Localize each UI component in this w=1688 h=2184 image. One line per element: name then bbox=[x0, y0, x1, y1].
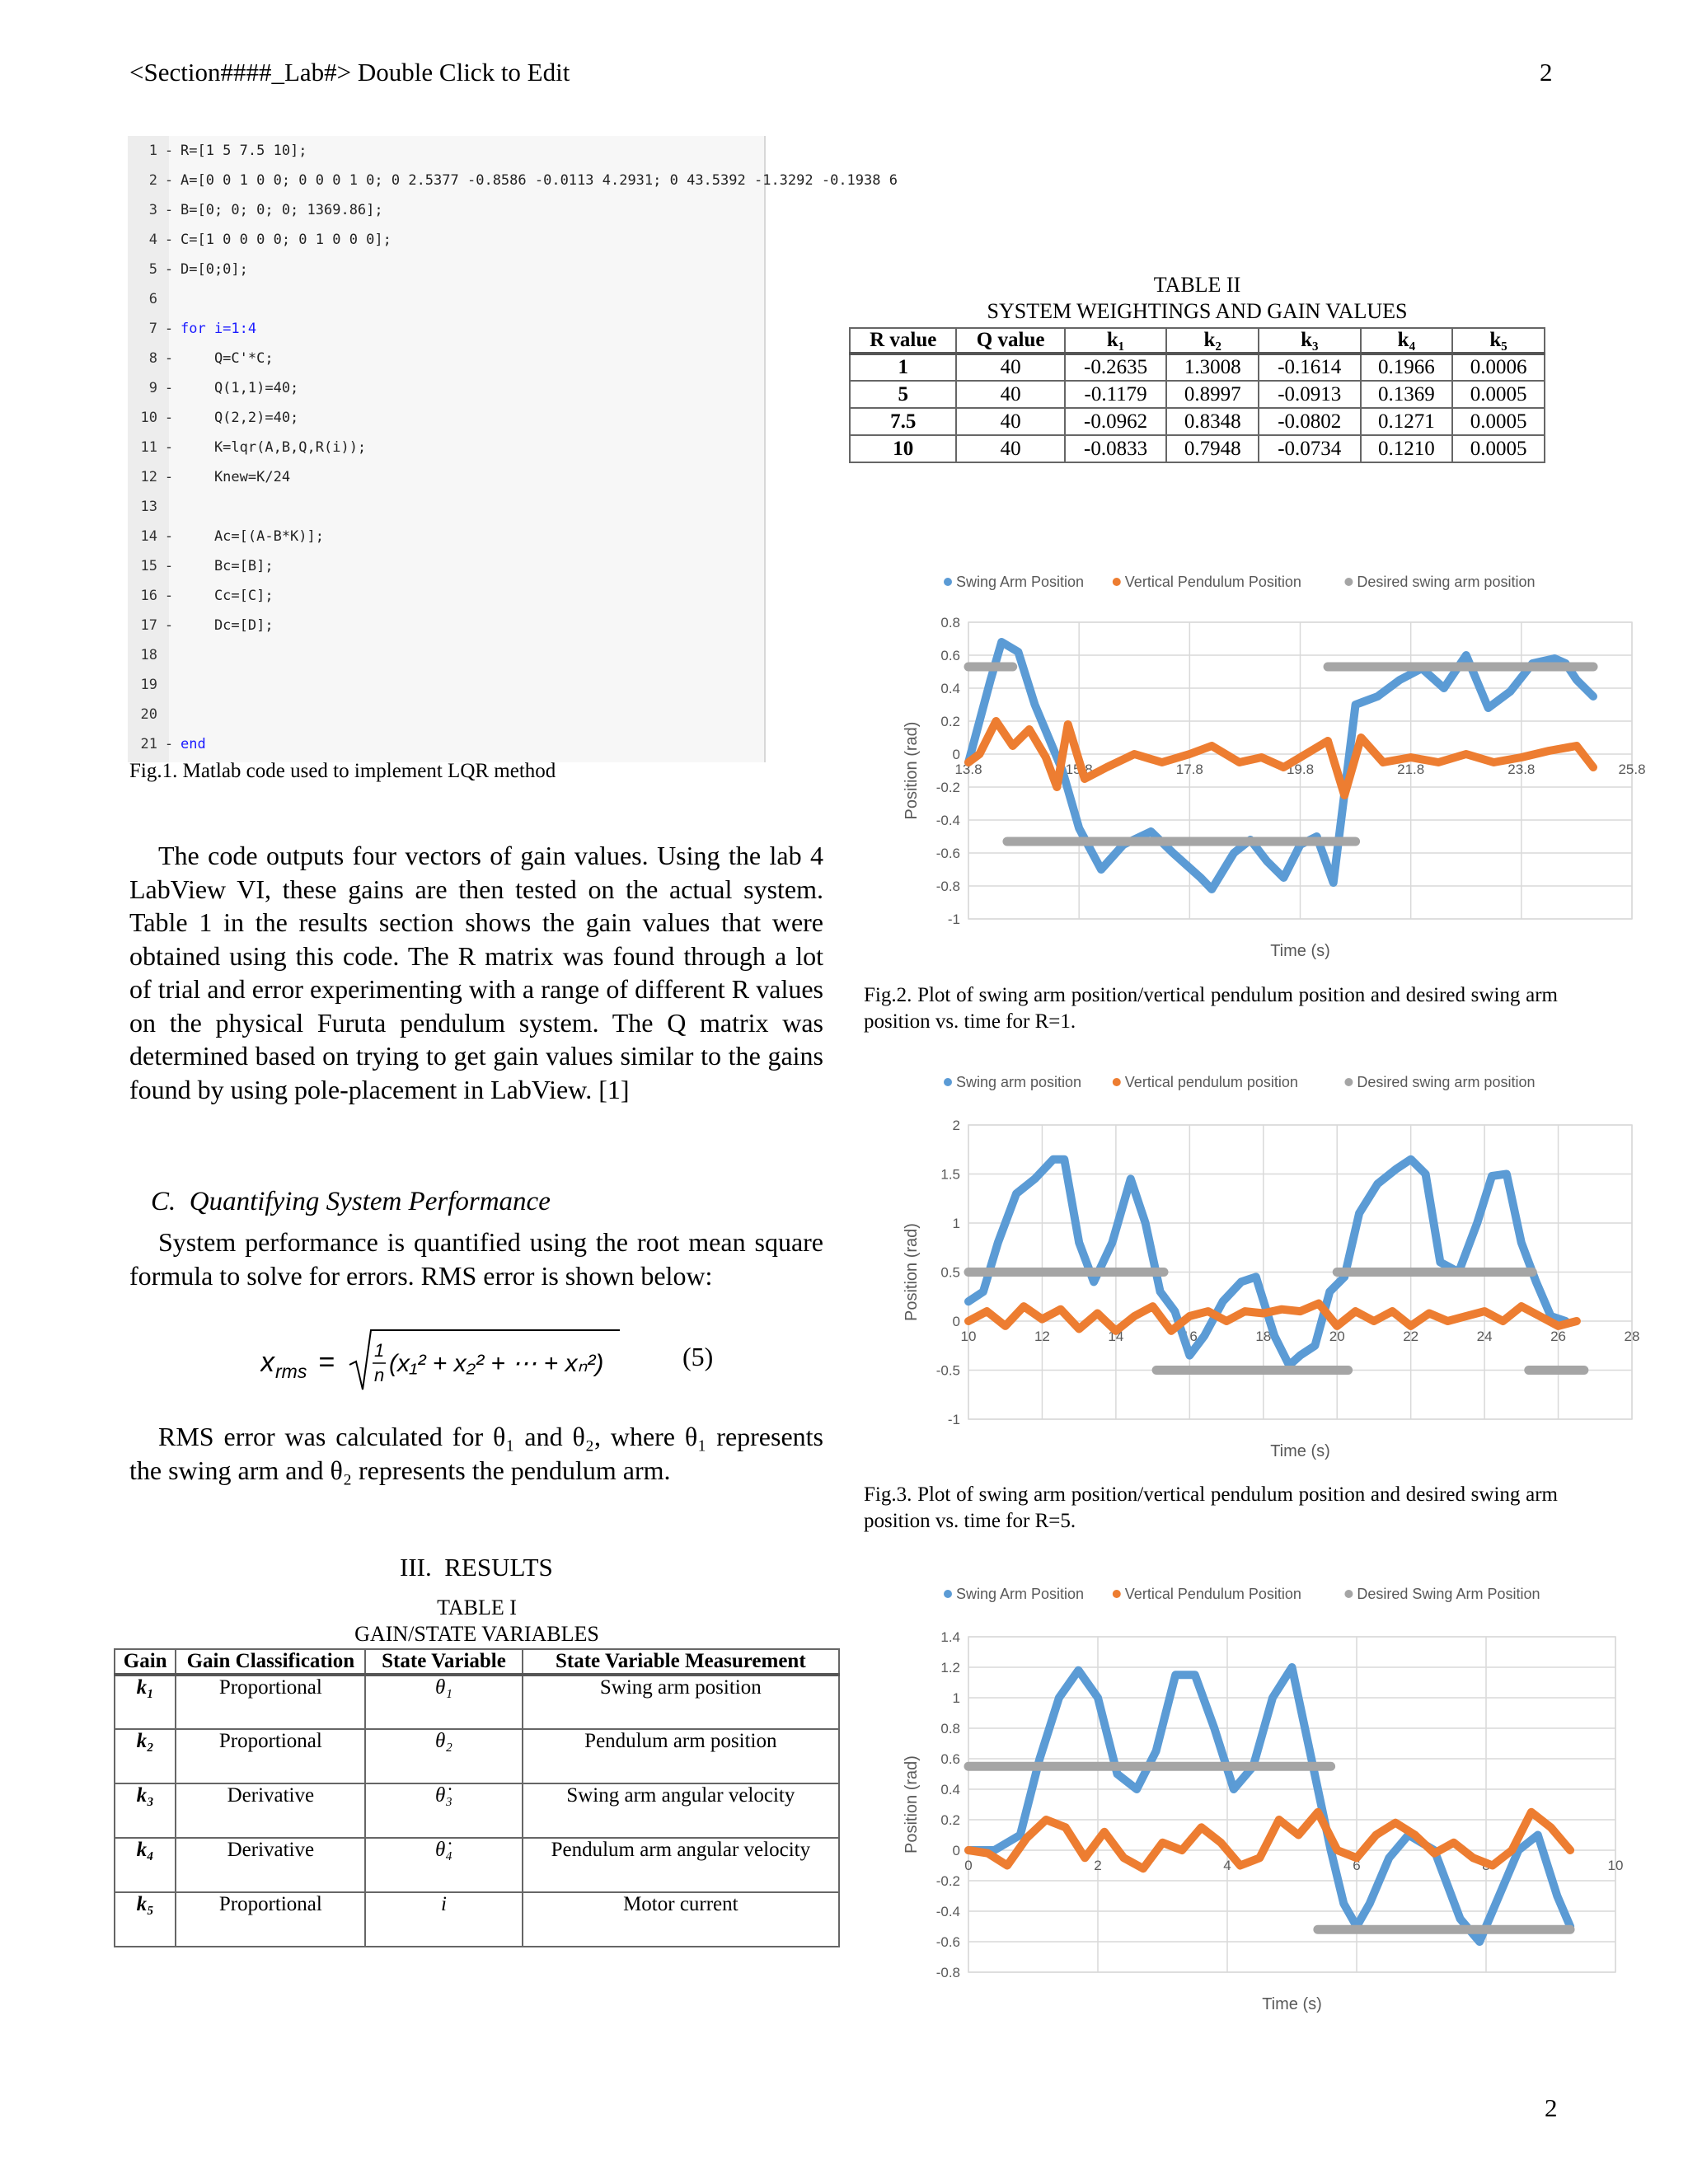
y-tick-label: 0.4 bbox=[940, 1782, 960, 1797]
table-cell: 0.0005 bbox=[1452, 381, 1545, 408]
line-number: 9 bbox=[148, 380, 157, 396]
y-tick-label: -0.6 bbox=[935, 1934, 960, 1950]
legend-marker bbox=[1344, 1590, 1353, 1598]
eq-equals: = bbox=[318, 1347, 335, 1378]
y-tick-label: 0.6 bbox=[940, 648, 960, 663]
code-line bbox=[128, 462, 762, 492]
line-number: 21 bbox=[140, 736, 157, 752]
y-axis-label: Position (rad) bbox=[903, 1755, 921, 1854]
table-cell: -0.1179 bbox=[1065, 381, 1167, 408]
table-cell: 40 bbox=[956, 381, 1064, 408]
y-tick-label: -0.6 bbox=[935, 846, 960, 861]
line-number: 19 bbox=[140, 677, 157, 693]
table-cell: k₄ bbox=[115, 1838, 176, 1892]
legend-label: Vertical pendulum position bbox=[1124, 1074, 1298, 1090]
table-header-cell: k₃ bbox=[1259, 328, 1361, 354]
table-cell: 0.7948 bbox=[1166, 435, 1259, 462]
y-tick-label: 0.8 bbox=[940, 615, 960, 630]
rms-equation bbox=[260, 1315, 631, 1404]
table-cell: 0.0005 bbox=[1452, 408, 1545, 435]
y-tick-label: 1.4 bbox=[940, 1629, 960, 1645]
table-cell: Derivative bbox=[176, 1783, 365, 1838]
fig4-chart bbox=[898, 1581, 1657, 2022]
line-number: 17 bbox=[140, 617, 157, 634]
line-number: 3 bbox=[148, 202, 157, 218]
table-cell: 0.0006 bbox=[1452, 354, 1545, 381]
table-cell: 0.8348 bbox=[1166, 408, 1259, 435]
table-cell: θ̇₄ bbox=[365, 1838, 522, 1892]
fig4-chart-svg bbox=[898, 1581, 1657, 2018]
line-marker: - bbox=[164, 588, 174, 604]
table-cell: Motor current bbox=[523, 1892, 839, 1947]
y-tick-label: 0.4 bbox=[940, 681, 960, 696]
line-marker: - bbox=[164, 321, 174, 337]
footer-page-number: 2 bbox=[1545, 2093, 1558, 2122]
line-number: 15 bbox=[140, 558, 157, 574]
table-cell: -0.1614 bbox=[1259, 354, 1361, 381]
fig3-chart bbox=[898, 1069, 1657, 1469]
y-tick-label: 1.5 bbox=[940, 1166, 960, 1183]
code-text: Q(1,1)=40; bbox=[181, 380, 299, 396]
table-row bbox=[115, 1838, 839, 1892]
code-line bbox=[128, 195, 762, 225]
x-tick-label: 18 bbox=[1255, 1329, 1272, 1344]
code-text: D=[0;0]; bbox=[181, 261, 248, 278]
matlab-code-block bbox=[128, 136, 898, 762]
x-axis-label: Time (s) bbox=[1270, 942, 1330, 960]
y-tick-label: -0.4 bbox=[935, 813, 960, 828]
code-text: R=[1 5 7.5 10]; bbox=[181, 143, 307, 159]
code-text: A=[0 0 1 0 0; 0 0 0 1 0; 0 2.5377 -0.8586 -0.0113 4.2931; 0 43.5392 -1.3292 -0.1938 6 bbox=[181, 172, 898, 189]
x-tick-label: 17.8 bbox=[1175, 762, 1203, 777]
table-cell: -0.0833 bbox=[1065, 435, 1167, 462]
line-number: 14 bbox=[140, 528, 157, 545]
x-tick-label: 19.8 bbox=[1286, 762, 1315, 777]
y-tick-label: -0.4 bbox=[935, 1904, 960, 1919]
line-number: 4 bbox=[148, 232, 157, 248]
table-cell: Swing arm position bbox=[523, 1675, 839, 1729]
y-tick-label: 0.2 bbox=[940, 1812, 960, 1828]
results-numeral: III. bbox=[400, 1553, 432, 1582]
section-c-label: C. bbox=[151, 1187, 176, 1216]
table-row bbox=[115, 1783, 839, 1838]
table-2 bbox=[849, 273, 1545, 463]
table-cell: Pendulum arm angular velocity bbox=[523, 1838, 839, 1892]
table-cell: θ₂ bbox=[365, 1729, 522, 1783]
legend-marker bbox=[1113, 578, 1121, 586]
line-number: 2 bbox=[148, 172, 157, 189]
table-1 bbox=[114, 1596, 840, 1947]
y-tick-label: 0.6 bbox=[940, 1751, 960, 1767]
table-header-cell: State Variable Measurement bbox=[523, 1649, 839, 1675]
table-header-cell: State Variable bbox=[365, 1649, 522, 1675]
code-text: Q(2,2)=40; bbox=[181, 410, 299, 426]
y-tick-label: -0.8 bbox=[935, 1965, 960, 1980]
x-tick-label: 10 bbox=[1607, 1858, 1624, 1873]
legend-label: Vertical Pendulum Position bbox=[1124, 1586, 1301, 1602]
fig2-chart bbox=[898, 569, 1657, 968]
code-line bbox=[128, 729, 762, 759]
x-tick-label: 8 bbox=[1482, 1858, 1490, 1873]
legend-marker bbox=[944, 1078, 952, 1086]
line-marker: - bbox=[164, 143, 174, 159]
code-line bbox=[128, 581, 762, 611]
table-1-title: GAIN/STATE VARIABLES bbox=[354, 1622, 599, 1646]
table-header-cell: Gain bbox=[115, 1649, 176, 1675]
section-c-heading bbox=[151, 1187, 551, 1217]
table-row bbox=[850, 408, 1545, 435]
table-cell: 0.1271 bbox=[1361, 408, 1453, 435]
line-marker: - bbox=[164, 410, 174, 426]
table-header-cell: k₁ bbox=[1065, 328, 1167, 354]
legend-marker bbox=[1344, 578, 1353, 586]
eq-frac-num: 1 bbox=[374, 1340, 385, 1361]
legend-label: Desired swing arm position bbox=[1357, 1074, 1536, 1090]
table-header-cell: k₅ bbox=[1452, 328, 1545, 354]
table-cell: 0.0005 bbox=[1452, 435, 1545, 462]
code-line bbox=[128, 373, 762, 403]
line-marker: - bbox=[164, 736, 174, 752]
code-text: Bc=[B]; bbox=[181, 558, 274, 574]
y-tick-label: 0 bbox=[952, 1314, 960, 1329]
line-marker: - bbox=[164, 558, 174, 574]
table-cell: -0.0802 bbox=[1259, 408, 1361, 435]
x-axis-label: Time (s) bbox=[1270, 1442, 1330, 1460]
table-cell: 5 bbox=[850, 381, 956, 408]
legend-marker bbox=[1113, 1078, 1121, 1086]
x-tick-label: 28 bbox=[1624, 1329, 1640, 1344]
code-line bbox=[128, 136, 762, 166]
code-line bbox=[128, 611, 762, 640]
fig1-caption: Fig.1. Matlab code used to implement LQR method bbox=[129, 760, 556, 782]
code-line bbox=[128, 314, 762, 344]
table-cell: 1.3008 bbox=[1166, 354, 1259, 381]
x-tick-label: 21.8 bbox=[1397, 762, 1425, 777]
table-row bbox=[850, 354, 1545, 381]
results-heading bbox=[400, 1553, 553, 1582]
table-header-cell: Gain Classification bbox=[176, 1649, 365, 1675]
line-marker: - bbox=[164, 261, 174, 278]
results-title: RESULTS bbox=[444, 1553, 553, 1582]
table-cell: 0.8997 bbox=[1166, 381, 1259, 408]
equation-number: (5) bbox=[682, 1342, 714, 1371]
pendulum-series-line bbox=[968, 1812, 1570, 1868]
legend-label: Desired swing arm position bbox=[1357, 574, 1536, 590]
table-cell: -0.0734 bbox=[1259, 435, 1361, 462]
y-tick-label: -1 bbox=[947, 912, 960, 927]
table-header-cell: Q value bbox=[956, 328, 1064, 354]
code-text: C=[1 0 0 0 0; 0 1 0 0 0]; bbox=[181, 232, 392, 248]
line-number: 6 bbox=[148, 291, 157, 307]
x-tick-label: 14 bbox=[1108, 1329, 1124, 1344]
table-header-cell: R value bbox=[850, 328, 956, 354]
fig2-caption: Fig.2. Plot of swing arm position/vertical pendulum position and desired swing arm position vs. time for R=1. bbox=[864, 984, 1558, 1033]
y-tick-label: 0 bbox=[952, 1843, 960, 1858]
table-cell: θ̇₃ bbox=[365, 1783, 522, 1838]
table-cell: Proportional bbox=[176, 1729, 365, 1783]
line-number: 11 bbox=[140, 439, 157, 456]
code-line bbox=[128, 522, 762, 551]
table-cell: k₁ bbox=[115, 1675, 176, 1729]
section-c-title: Quantifying System Performance bbox=[189, 1187, 551, 1216]
legend-marker bbox=[1344, 1078, 1353, 1086]
line-number: 7 bbox=[148, 321, 157, 337]
code-line bbox=[128, 670, 762, 700]
y-tick-label: 1 bbox=[952, 1690, 960, 1706]
y-axis-label: Position (rad) bbox=[903, 721, 921, 820]
paragraph-method: The code outputs four vectors of gain values. Using the lab 4 LabView VI, these gains are then tested on the actual system. Table 1 in the results section shows the gain values that were obtained using this code. The R matrix was found through a lot of trial and error experimenting with a range of different R values on the physical Furuta pendulum system. The Q matrix was determined based on trying to get gain values similar to the gains found by using pole-placement in LabView. [1] bbox=[129, 841, 823, 1104]
code-line bbox=[128, 640, 762, 670]
table-cell: 0.1369 bbox=[1361, 381, 1453, 408]
x-tick-label: 2 bbox=[1094, 1858, 1102, 1873]
legend-marker bbox=[944, 578, 952, 586]
legend-label: Swing arm position bbox=[956, 1074, 1082, 1090]
legend-marker bbox=[944, 1590, 952, 1598]
eq-frac-den: n bbox=[374, 1365, 385, 1385]
line-marker: - bbox=[164, 380, 174, 396]
table-2-title: SYSTEM WEIGHTINGS AND GAIN VALUES bbox=[987, 299, 1408, 323]
code-text: Ac=[(A-B*K)]; bbox=[181, 528, 324, 545]
x-tick-label: 10 bbox=[960, 1329, 977, 1344]
fig3-chart-svg bbox=[898, 1069, 1657, 1465]
x-tick-label: 13.8 bbox=[954, 762, 982, 777]
line-number: 5 bbox=[148, 261, 157, 278]
x-tick-label: 16 bbox=[1181, 1329, 1198, 1344]
table-cell: i bbox=[365, 1892, 522, 1947]
paragraph-performance: System performance is quantified using the root mean square formula to solve for errors. RMS error is shown below: bbox=[129, 1227, 823, 1291]
paragraph-rms: RMS error was calculated for θ₁ and θ₂, where θ₁ represents the swing arm and θ₂ represents the pendulum arm. bbox=[129, 1422, 823, 1485]
legend-label: Swing Arm Position bbox=[956, 1586, 1085, 1602]
y-tick-label: -0.5 bbox=[935, 1362, 960, 1379]
y-axis-label: Position (rad) bbox=[903, 1223, 921, 1321]
y-tick-label: -1 bbox=[947, 1412, 960, 1427]
table-row bbox=[115, 1892, 839, 1947]
line-marker: - bbox=[164, 528, 174, 545]
y-tick-label: 0.2 bbox=[940, 714, 960, 729]
line-marker: - bbox=[164, 202, 174, 218]
table-cell: 0.1966 bbox=[1361, 354, 1453, 381]
x-tick-label: 25.8 bbox=[1618, 762, 1646, 777]
table-cell: k₅ bbox=[115, 1892, 176, 1947]
y-tick-label: -0.8 bbox=[935, 879, 960, 894]
line-number: 8 bbox=[148, 350, 157, 367]
legend-label: Swing Arm Position bbox=[956, 574, 1085, 590]
table-cell: -0.0913 bbox=[1259, 381, 1361, 408]
table-cell: 40 bbox=[956, 435, 1064, 462]
table-row bbox=[850, 381, 1545, 408]
code-line bbox=[128, 284, 762, 314]
line-marker: - bbox=[164, 439, 174, 456]
code-text: end bbox=[181, 736, 206, 752]
line-number: 10 bbox=[140, 410, 157, 426]
line-number: 16 bbox=[140, 588, 157, 604]
x-tick-label: 4 bbox=[1223, 1858, 1231, 1873]
table-1-grid bbox=[114, 1648, 840, 1947]
line-marker: - bbox=[164, 350, 174, 367]
table-2-grid bbox=[849, 327, 1545, 463]
code-text: Cc=[C]; bbox=[181, 588, 274, 604]
code-line bbox=[128, 255, 762, 284]
table-cell: 40 bbox=[956, 354, 1064, 381]
header-page-number: 2 bbox=[1540, 58, 1553, 87]
table-cell: 40 bbox=[956, 408, 1064, 435]
table-cell: k₂ bbox=[115, 1729, 176, 1783]
line-number: 18 bbox=[140, 647, 157, 663]
y-tick-label: 2 bbox=[952, 1118, 960, 1133]
eq-lhs-sub: rms bbox=[275, 1361, 307, 1382]
code-line bbox=[128, 166, 898, 195]
code-line bbox=[128, 225, 762, 255]
line-marker: - bbox=[164, 172, 174, 189]
table-cell: 10 bbox=[850, 435, 956, 462]
line-number: 12 bbox=[140, 469, 157, 485]
legend-marker bbox=[1113, 1590, 1121, 1598]
fig3-caption: Fig.3. Plot of swing arm position/vertical pendulum position and desired swing arm position vs. time for R=5. bbox=[864, 1483, 1558, 1532]
code-text: for i=1:4 bbox=[181, 321, 257, 337]
line-number: 1 bbox=[148, 143, 157, 159]
rms-equation-graphic bbox=[260, 1315, 631, 1398]
code-text: Q=C'*C; bbox=[181, 350, 274, 367]
code-text: B=[0; 0; 0; 0; 1369.86]; bbox=[181, 202, 383, 218]
table-header-row bbox=[850, 328, 1545, 354]
table-cell: Proportional bbox=[176, 1675, 365, 1729]
x-tick-label: 15.8 bbox=[1065, 762, 1093, 777]
table-cell: k₃ bbox=[115, 1783, 176, 1838]
table-cell: 1 bbox=[850, 354, 956, 381]
y-tick-label: 0.8 bbox=[940, 1721, 960, 1736]
table-row bbox=[850, 435, 1545, 462]
table-1-number: TABLE I bbox=[437, 1596, 517, 1619]
x-tick-label: 26 bbox=[1550, 1329, 1567, 1344]
running-header: <Section####_Lab#> Double Click to Edit bbox=[129, 58, 570, 87]
line-number: 13 bbox=[140, 499, 157, 515]
y-tick-label: -0.2 bbox=[935, 1873, 960, 1889]
x-tick-label: 0 bbox=[964, 1858, 973, 1873]
y-tick-label: 1 bbox=[952, 1216, 960, 1231]
table-cell: 7.5 bbox=[850, 408, 956, 435]
legend-label: Desired Swing Arm Position bbox=[1357, 1586, 1540, 1602]
y-tick-label: -0.2 bbox=[935, 780, 960, 795]
table-row bbox=[115, 1729, 839, 1783]
y-tick-label: 1.2 bbox=[940, 1660, 960, 1675]
table-header-cell: k₂ bbox=[1166, 328, 1259, 354]
table-cell: -0.2635 bbox=[1065, 354, 1167, 381]
table-header-row bbox=[115, 1649, 839, 1675]
table-cell: Pendulum arm position bbox=[523, 1729, 839, 1783]
line-marker: - bbox=[164, 232, 174, 248]
table-2-number: TABLE II bbox=[1153, 273, 1241, 297]
code-line bbox=[128, 492, 762, 522]
table-cell: Swing arm angular velocity bbox=[523, 1783, 839, 1838]
x-tick-label: 6 bbox=[1353, 1858, 1361, 1873]
code-text: K=lqr(A,B,Q,R(i)); bbox=[181, 439, 367, 456]
x-tick-label: 20 bbox=[1329, 1329, 1345, 1344]
swing-arm-series-line bbox=[968, 1667, 1570, 1942]
table-cell: Proportional bbox=[176, 1892, 365, 1947]
x-tick-label: 23.8 bbox=[1507, 762, 1536, 777]
code-line bbox=[128, 700, 762, 729]
eq-lhs: x bbox=[260, 1347, 274, 1378]
table-row bbox=[115, 1675, 839, 1729]
code-line bbox=[128, 344, 762, 373]
fig2-chart-svg bbox=[898, 569, 1657, 964]
line-marker: - bbox=[164, 469, 174, 485]
code-line bbox=[128, 433, 762, 462]
y-tick-label: 0.5 bbox=[940, 1264, 960, 1281]
table-cell: -0.0962 bbox=[1065, 408, 1167, 435]
y-tick-label: 0 bbox=[952, 747, 960, 762]
table-header-cell: k₄ bbox=[1361, 328, 1453, 354]
table-cell: 0.1210 bbox=[1361, 435, 1453, 462]
legend-label: Vertical Pendulum Position bbox=[1124, 574, 1301, 590]
code-text: Dc=[D]; bbox=[181, 617, 274, 634]
table-cell: Derivative bbox=[176, 1838, 365, 1892]
line-marker: - bbox=[164, 617, 174, 634]
x-tick-label: 12 bbox=[1034, 1329, 1050, 1344]
table-cell: θ₁ bbox=[365, 1675, 522, 1729]
code-line bbox=[128, 403, 762, 433]
code-line bbox=[128, 551, 762, 581]
line-number: 20 bbox=[140, 706, 157, 723]
x-tick-label: 22 bbox=[1403, 1329, 1419, 1344]
eq-body: (x₁² + x₂² + ⋯ + xₙ²) bbox=[389, 1350, 604, 1377]
x-axis-label: Time (s) bbox=[1262, 1995, 1322, 2013]
code-text: Knew=K/24 bbox=[181, 469, 291, 485]
x-tick-label: 24 bbox=[1476, 1329, 1493, 1344]
